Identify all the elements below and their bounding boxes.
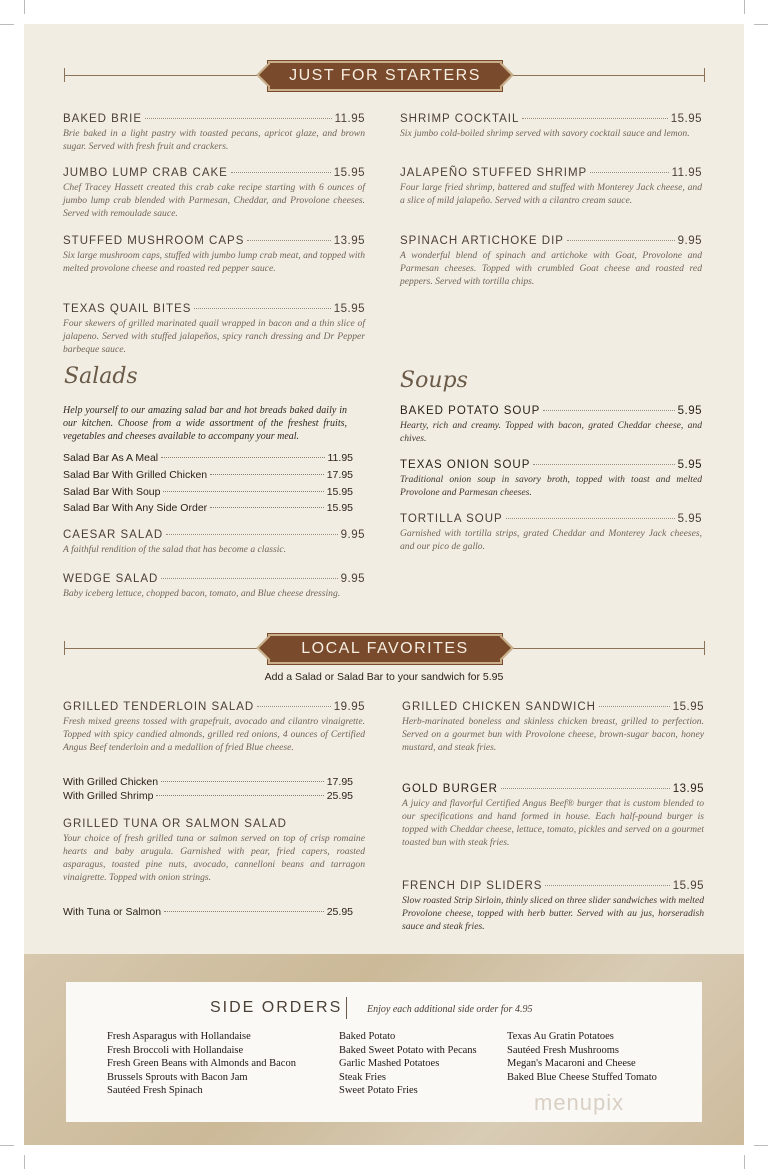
- item-name: SHRIMP COCKTAIL: [400, 113, 520, 125]
- side-orders-divider: [346, 997, 347, 1019]
- option-price: 25.95: [326, 906, 353, 918]
- option-price: 15.95: [326, 486, 353, 498]
- salads-intro: Help yourself to our amazing salad bar and hot breads baked daily in our kitchen. Choose from a wide assortment of the freshest fruits, vegetables and cheeses available to accompany your meal.: [63, 405, 347, 442]
- add-salad-note: Add a Salad or Salad Bar to your sandwich for 5.95: [264, 671, 504, 683]
- side-item: Fresh Green Beans with Almonds and Bacon: [107, 1058, 296, 1069]
- salads-heading: Salads: [64, 364, 138, 389]
- item-name: GOLD BURGER: [402, 783, 498, 795]
- menu-item: [63, 573, 365, 600]
- item-price: 19.95: [333, 701, 365, 713]
- option-price: 15.95: [326, 502, 353, 514]
- side-item: Steak Fries: [339, 1071, 386, 1083]
- menu-item: [402, 880, 704, 933]
- side-item: Fresh Broccoli with Hollandaise: [107, 1044, 244, 1056]
- item-price: 9.95: [340, 573, 365, 585]
- side-orders-column-specialties: [507, 1030, 657, 1084]
- banner-rule-cap: [64, 68, 65, 82]
- item-name: CAESAR SALAD: [63, 529, 164, 541]
- menu-item: [63, 701, 365, 754]
- item-price: 15.95: [333, 303, 365, 315]
- salad-bar-option: [63, 502, 353, 514]
- option-name: With Tuna or Salmon: [63, 906, 162, 918]
- side-orders-column-potatoes: [339, 1030, 477, 1098]
- add-on-option: [63, 790, 353, 802]
- item-name: JALAPEÑO STUFFED SHRIMP: [400, 167, 588, 179]
- item-price: 5.95: [677, 513, 702, 525]
- item-description: A wonderful blend of spinach and artichoke with Goat, Provolone and Parmesan cheeses. Topped with crumbled Goat cheese and roasted red peppers. Served with tortilla chips.: [400, 250, 702, 287]
- watermark: menupix: [534, 1090, 625, 1115]
- side-item: Megan's Macaroni and Cheese: [507, 1058, 636, 1069]
- favorites-banner: [268, 634, 502, 664]
- item-name: BAKED POTATO SOUP: [400, 405, 541, 417]
- item-price: 15.95: [333, 167, 365, 179]
- item-name: GRILLED TENDERLOIN SALAD: [63, 701, 255, 713]
- item-description: Traditional onion soup in savory broth, topped with toast and melted Provolone and Parmesan cheeses.: [400, 474, 702, 498]
- item-description: Four large fried shrimp, battered and stuffed with Monterey Jack cheese, and a slice of mild jalapeño. Served with a cilantro cream sauce.: [400, 182, 702, 206]
- starters-banner: [268, 61, 502, 91]
- salad-bar-option: [63, 486, 353, 498]
- item-price: 11.95: [671, 167, 702, 179]
- option-price: 17.95: [326, 469, 353, 481]
- item-description: Hearty, rich and creamy. Topped with bacon, grated Cheddar cheese, and chives.: [400, 420, 702, 444]
- menu-item: [63, 167, 365, 220]
- side-item: Fresh Asparagus with Hollandaise: [107, 1031, 251, 1042]
- option-name: With Grilled Chicken: [63, 776, 159, 788]
- menu-item: [400, 513, 702, 553]
- item-name: TORTILLA SOUP: [400, 513, 503, 525]
- item-price: 15.95: [670, 113, 702, 125]
- banner-rule-cap: [64, 641, 65, 655]
- item-description: Chef Tracey Hassett created this crab cake recipe starting with 6 ounces of jumbo lump crab blended with Parmesan, Cheddar, and Provolone cheeses. Served with remoulade sauce.: [63, 182, 365, 219]
- soups-heading: Soups: [400, 368, 468, 393]
- item-description: Your choice of fresh grilled tuna or salmon served on top of crisp romaine hearts and baby arugula. Garnished with pear, fried capers, roasted asparagus, toasted pine nuts, avocado, cannelloni beans and tarragon vinaigrette. Topped with onion strings.: [63, 833, 365, 883]
- menu-item: [402, 701, 704, 754]
- item-price: 9.95: [340, 529, 365, 541]
- side-item: Sautéed Fresh Mushrooms: [507, 1044, 619, 1056]
- item-name: FRENCH DIP SLIDERS: [402, 880, 543, 892]
- add-on-option: [63, 906, 353, 918]
- favorites-title: LOCAL FAVORITES: [301, 640, 469, 657]
- side-item: Baked Sweet Potato with Pecans: [339, 1044, 477, 1056]
- menu-item: [63, 113, 365, 153]
- item-name: WEDGE SALAD: [63, 573, 159, 585]
- item-description: A faithful rendition of the salad that has become a classic.: [63, 544, 287, 555]
- option-price: 11.95: [327, 452, 353, 464]
- side-item: Garlic Mashed Potatoes: [339, 1058, 440, 1069]
- side-item: Baked Potato: [339, 1031, 396, 1042]
- option-name: Salad Bar With Soup: [63, 486, 161, 498]
- item-description: Garnished with tortilla strips, grated Cheddar and Monterey Jack cheeses, and our pico de gallo.: [400, 528, 702, 552]
- side-item: Sweet Potato Fries: [339, 1085, 418, 1096]
- item-description: Slow roasted Strip Sirloin, thinly sliced on three slider sandwiches with melted Provolone cheese, topped with herb butter. Served with au jus, horseradish sauce and steak fries.: [402, 895, 705, 932]
- item-price: 5.95: [677, 459, 702, 471]
- item-description: Baby iceberg lettuce, chopped bacon, tomato, and Blue cheese dressing.: [63, 588, 341, 599]
- item-price: 11.95: [334, 113, 365, 125]
- menu-item: [63, 303, 365, 356]
- starters-title: JUST FOR STARTERS: [289, 67, 481, 84]
- item-description: Six jumbo cold-boiled shrimp served with savory cocktail sauce and lemon.: [400, 128, 690, 139]
- salad-bar-option: [63, 452, 353, 464]
- item-name: JUMBO LUMP CRAB CAKE: [63, 167, 228, 179]
- item-price: 13.95: [672, 783, 704, 795]
- menu-item: [402, 783, 704, 849]
- item-name: SPINACH ARTICHOKE DIP: [400, 235, 564, 247]
- banner-rule-cap: [704, 641, 705, 655]
- option-price: 17.95: [326, 776, 353, 788]
- item-name: STUFFED MUSHROOM CAPS: [63, 235, 245, 247]
- menu-item: [400, 167, 702, 207]
- option-name: With Grilled Shrimp: [63, 790, 154, 802]
- side-item: Texas Au Gratin Potatoes: [507, 1031, 614, 1042]
- item-description: Four skewers of grilled marinated quail wrapped in bacon and a thin slice of jalapeno. Served with stuffed jalapeños, spicy ranch dressing and Dr Pepper barbeque sauce.: [63, 318, 365, 355]
- menu-item: [400, 235, 702, 288]
- menu-item: [63, 529, 365, 556]
- item-price: 15.95: [672, 880, 704, 892]
- item-price: 13.95: [333, 235, 365, 247]
- salad-bar-option: [63, 469, 353, 481]
- side-item: Brussels Sprouts with Bacon Jam: [107, 1071, 248, 1083]
- item-description: Fresh mixed greens tossed with grapefruit, avocado and cilantro vinaigrette. Topped with spicy candied almonds, grilled red onions, 4 ounces of Certified Angus Beef tenderloin and a medallion of fried Blue cheese.: [63, 716, 365, 753]
- item-name: BAKED BRIE: [63, 113, 143, 125]
- item-price: 9.95: [677, 235, 702, 247]
- side-orders-column-vegetables: [107, 1030, 296, 1098]
- side-item: Sautéed Fresh Spinach: [107, 1085, 203, 1096]
- item-description: Herb-marinated boneless and skinless chicken breast, grilled to perfection. Served on a gourmet bun with Provolone cheese, brown-sugar bacon, honey mustard, and steak fries.: [402, 716, 704, 753]
- side-item: Baked Blue Cheese Stuffed Tomato: [507, 1071, 657, 1083]
- menu-item: [63, 235, 365, 275]
- side-orders-note: Enjoy each additional side order for 4.95: [367, 1004, 533, 1015]
- item-description: A juicy and flavorful Certified Angus Beef® burger that is custom blended to our specifications and hand formed in house. Each half-pound burger is topped with Cheddar cheese, lettuce, tomato, pickles and served on a gourmet toasted bun with steak fries.: [402, 798, 704, 848]
- menu-page: [24, 24, 744, 1145]
- option-name: Salad Bar With Any Side Order: [63, 502, 208, 514]
- option-price: 25.95: [326, 790, 353, 802]
- option-name: Salad Bar With Grilled Chicken: [63, 469, 208, 481]
- menu-item: [400, 405, 702, 445]
- menu-item: [400, 113, 702, 140]
- item-name: GRILLED TUNA OR SALMON SALAD: [63, 818, 287, 830]
- item-description: Brie baked in a light pastry with toasted pecans, apricot glaze, and brown sugar. Served with fresh fruit and crackers.: [63, 128, 365, 152]
- menu-item: [400, 459, 702, 499]
- item-price: 15.95: [672, 701, 704, 713]
- item-price: 5.95: [677, 405, 702, 417]
- item-name: TEXAS ONION SOUP: [400, 459, 531, 471]
- item-name: TEXAS QUAIL BITES: [63, 303, 192, 315]
- side-orders-title: SIDE ORDERS: [210, 999, 343, 1016]
- item-description: Six large mushroom caps, stuffed with jumbo lump crab meat, and topped with melted provolone cheese and roasted red pepper sauce.: [63, 250, 365, 274]
- option-name: Salad Bar As A Meal: [63, 452, 159, 464]
- item-name: GRILLED CHICKEN SANDWICH: [402, 701, 596, 713]
- menu-item: [63, 818, 365, 884]
- add-on-option: [63, 776, 353, 788]
- banner-rule-cap: [704, 68, 705, 82]
